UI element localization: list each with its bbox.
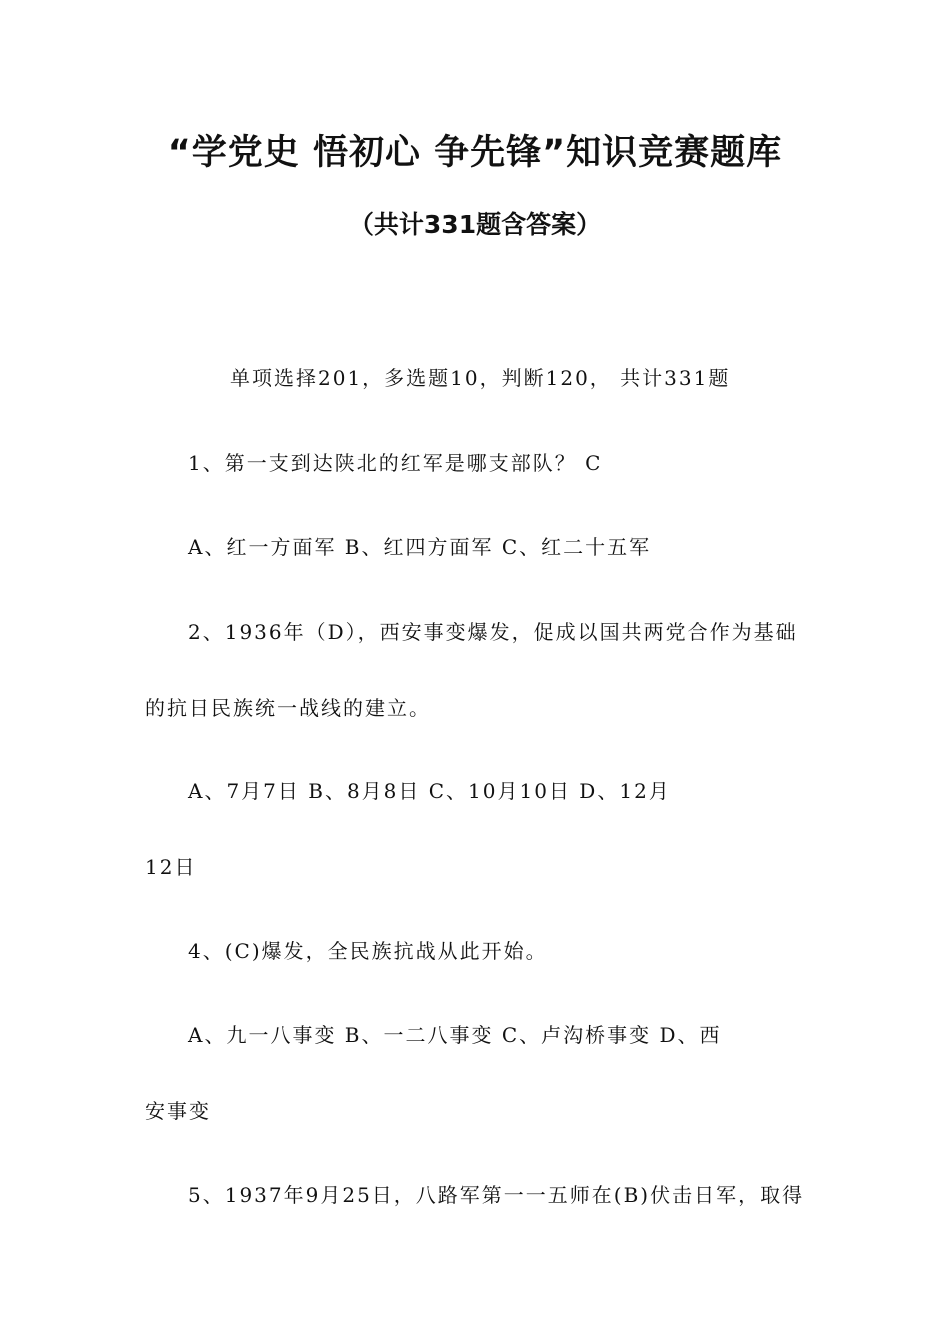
question-4-options: A、九一八事变 B、一二八事变 C、卢沟桥事变 D、西 — [188, 1023, 722, 1047]
question-2: 2、1936年（D），西安事变爆发，促成以国共两党合作为基础 — [188, 620, 798, 644]
question-4-options-continued: 安事变 — [145, 1099, 211, 1123]
document-title: “学党史 悟初心 争先锋”知识竞赛题库 — [167, 133, 783, 173]
summary-line: 单项选择201，多选题10，判断120， 共计331题 — [230, 366, 731, 390]
question-1-options: A、红一方面军 B、红四方面军 C、红二十五军 — [188, 535, 652, 559]
document-subtitle: （共计331题含答案） — [348, 210, 602, 239]
question-4: 4、(C)爆发，全民族抗战从此开始。 — [188, 939, 548, 963]
question-5: 5、1937年9月25日，八路军第一一五师在(B)伏击日军，取得 — [188, 1183, 805, 1207]
question-2-options-continued: 12日 — [145, 855, 197, 879]
question-2-options: A、7月7日 B、8月8日 C、10月10日 D、12月 — [188, 779, 671, 803]
question-2-continued: 的抗日民族统一战线的建立。 — [145, 696, 431, 720]
question-1: 1、第一支到达陕北的红军是哪支部队？ C — [188, 451, 603, 475]
